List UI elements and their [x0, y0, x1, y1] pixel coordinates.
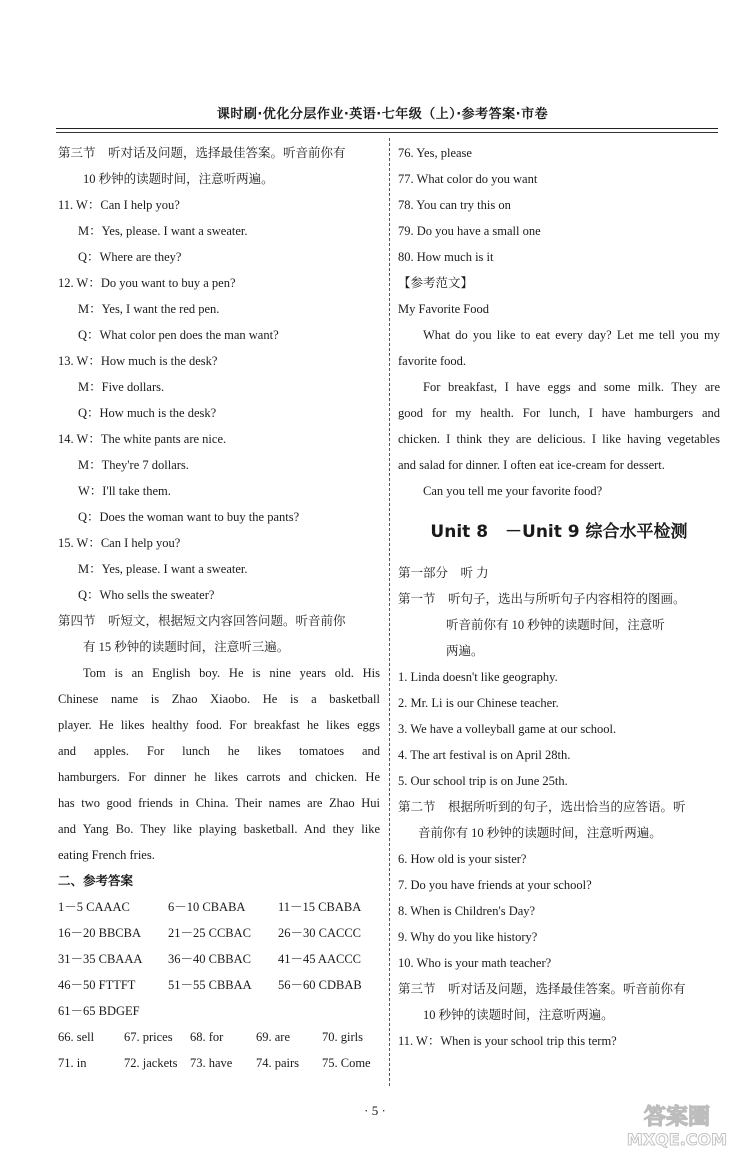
- column-divider: [389, 138, 390, 1086]
- sentence-line: 2. Mr. Li is our Chinese teacher.: [398, 696, 559, 710]
- sentence-line: 5. Our school trip is on June 25th.: [398, 774, 568, 788]
- passage-line: eating French fries.: [58, 848, 155, 862]
- dialogue-line: Q：What color pen does the man want?: [78, 328, 279, 342]
- answer-item: 51－55 CBBAA: [168, 978, 252, 992]
- watermark-text: 答案圈: [643, 1105, 711, 1130]
- answer-line: 78. You can try this on: [398, 198, 511, 212]
- essay-line: favorite food.: [398, 354, 467, 368]
- page-header: 课时刷·优化分层作业·英语·七年级（上）·参考答案·市卷: [216, 107, 549, 122]
- sentence-line: 3. We have a volleyball game at our school.: [398, 722, 617, 736]
- dialogue-line: Q：How much is the desk?: [78, 406, 217, 420]
- sentence-line: 1. Linda doesn't like geography.: [398, 670, 558, 684]
- dialogue-line: M：Yes, please. I want a sweater.: [78, 224, 248, 238]
- fill-item: 74. pairs: [256, 1056, 300, 1070]
- essay-line: and salad for dinner. I often eat ice-cream for dessert.: [398, 458, 665, 472]
- watermark-url: MXQE.COM: [626, 1130, 728, 1149]
- dialogue-line: 14. W：The white pants are nice.: [58, 432, 227, 446]
- fill-item: 69. are: [256, 1030, 291, 1044]
- dialogue-line: 11. W：When is your school trip this term?: [398, 1034, 617, 1048]
- section-title-cont: 两遍。: [446, 644, 484, 658]
- sentence-line: 4. The art festival is on April 28th.: [398, 748, 571, 762]
- question-line: 10. Who is your math teacher?: [398, 956, 552, 970]
- left-column: [58, 140, 380, 1076]
- answer-grid: [58, 894, 380, 1024]
- header-rule: [56, 128, 718, 129]
- section-title: 第四节 听短文，根据短文内容回答问题。听音前你: [58, 614, 346, 628]
- passage-line: and apples. For lunch he likes tomatoes and: [58, 744, 380, 758]
- dialogue-line: 12. W：Do you want to buy a pen?: [58, 276, 236, 290]
- fill-item: 70. girls: [322, 1030, 363, 1044]
- essay-line: For breakfast, I have eggs and some milk. They are: [423, 380, 720, 394]
- dialogue-line: 11. W：Can I help you?: [58, 198, 180, 212]
- dialogue-line: Q：Does the woman want to buy the pants?: [78, 510, 300, 524]
- dialogue-line: M：Yes, please. I want a sweater.: [78, 562, 248, 576]
- dialogue-line: 13. W：How much is the desk?: [58, 354, 218, 368]
- answer-item: 31－35 CBAAA: [58, 952, 143, 966]
- question-line: 8. When is Children's Day?: [398, 904, 536, 918]
- answer-item: 16－20 BBCBA: [58, 926, 142, 940]
- dialogue-line: M：Yes, I want the red pen.: [78, 302, 220, 316]
- fill-item: 72. jackets: [124, 1056, 178, 1070]
- answer-line: 76. Yes, please: [398, 146, 472, 160]
- right-column: [398, 140, 720, 1054]
- fill-item: 67. prices: [124, 1030, 173, 1044]
- dialogue-line: M：Five dollars.: [78, 380, 165, 394]
- sample-essay-label: 【参考范文】: [398, 276, 474, 290]
- dialogue-line: Q：Who sells the sweater?: [78, 588, 215, 602]
- question-line: 9. Why do you like history?: [398, 930, 538, 944]
- answers-title: 二、参考答案: [58, 873, 134, 888]
- answer-item: 11－15 CBABA: [278, 900, 362, 914]
- answer-item: 61－65 BDGEF: [58, 1004, 140, 1018]
- essay-line: chicken. I think they are delicious. I like having vegetables: [398, 432, 720, 446]
- section-title-cont: 10 秒钟的读题时间，注意听两遍。: [83, 172, 274, 186]
- answer-item: 36－40 CBBAC: [168, 952, 252, 966]
- section-title-cont: 听音前你有 10 秒钟的读题时间，注意听: [446, 618, 665, 632]
- page-number: · 5 ·: [364, 1103, 386, 1118]
- essay-line: good for my health. For lunch, I have hamburgers and: [398, 406, 720, 420]
- answer-item: 46－50 FTTFT: [58, 978, 136, 992]
- part-title: 第一部分 听 力: [398, 566, 489, 580]
- fill-item: 71. in: [58, 1056, 87, 1070]
- section-title: 第一节 听句子，选出与所听句子内容相符的图画。: [398, 592, 686, 606]
- answer-line: 79. Do you have a small one: [398, 224, 541, 238]
- watermark-logo: [612, 1098, 742, 1150]
- passage-line: player. He likes healthy food. For breakfast he likes eggs: [58, 718, 380, 732]
- question-line: 6. How old is your sister?: [398, 852, 527, 866]
- passage-line: Chinese name is Zhao Xiaobo. He is a basketball: [58, 692, 380, 706]
- dialogue-line: 15. W：Can I help you?: [58, 536, 181, 550]
- section-title: 第二节 根据所听到的句子，选出恰当的应答语。听: [398, 800, 686, 814]
- section-title-cont: 10 秒钟的读题时间，注意听两遍。: [423, 1008, 614, 1022]
- passage-line: and Yang Bo. They like playing basketball. And they like: [58, 822, 380, 836]
- section-title-cont: 有 15 秒钟的读题时间，注意听三遍。: [83, 640, 290, 654]
- section-title-cont: 音前你有 10 秒钟的读题时间，注意听两遍。: [418, 826, 662, 840]
- dialogue-line: Q：Where are they?: [78, 250, 182, 264]
- dialogue-line: M：They're 7 dollars.: [78, 458, 189, 472]
- unit-title: Unit 8 －Unit 9 综合水平检测: [430, 522, 688, 542]
- section-title: 第三节 听对话及问题，选择最佳答案。听音前你有: [398, 982, 686, 996]
- passage-line: Tom is an English boy. He is nine years old. His: [83, 666, 380, 680]
- answer-item: 56－60 CDBAB: [278, 978, 362, 992]
- essay-title: My Favorite Food: [398, 302, 489, 316]
- section-title: 第三节 听对话及问题，选择最佳答案。听音前你有: [58, 146, 346, 160]
- fill-item: 75. Come: [322, 1056, 371, 1070]
- fill-item: 66. sell: [58, 1030, 95, 1044]
- answer-item: 1－5 CAAAC: [58, 900, 130, 914]
- fill-item: 73. have: [190, 1056, 233, 1070]
- header-rule-thin: [56, 132, 718, 133]
- passage-line: has two good friends in China. Their names are Zhao Hui: [58, 796, 380, 810]
- fill-grid: [58, 1024, 380, 1076]
- answer-item: 26－30 CACCC: [278, 926, 362, 940]
- answer-item: 41－45 AACCC: [278, 952, 362, 966]
- essay-line: What do you like to eat every day? Let me tell you my: [423, 328, 720, 342]
- fill-item: 68. for: [190, 1030, 224, 1044]
- question-line: 7. Do you have friends at your school?: [398, 878, 592, 892]
- answer-item: 6－10 CBABA: [168, 900, 246, 914]
- passage-line: hamburgers. For dinner he likes carrots and chicken. He: [58, 770, 380, 784]
- answer-line: 80. How much is it: [398, 250, 494, 264]
- dialogue-line: W：I'll take them.: [78, 484, 171, 498]
- essay-line: Can you tell me your favorite food?: [423, 484, 603, 498]
- answer-line: 77. What color do you want: [398, 172, 538, 186]
- answer-item: 21－25 CCBAC: [168, 926, 252, 940]
